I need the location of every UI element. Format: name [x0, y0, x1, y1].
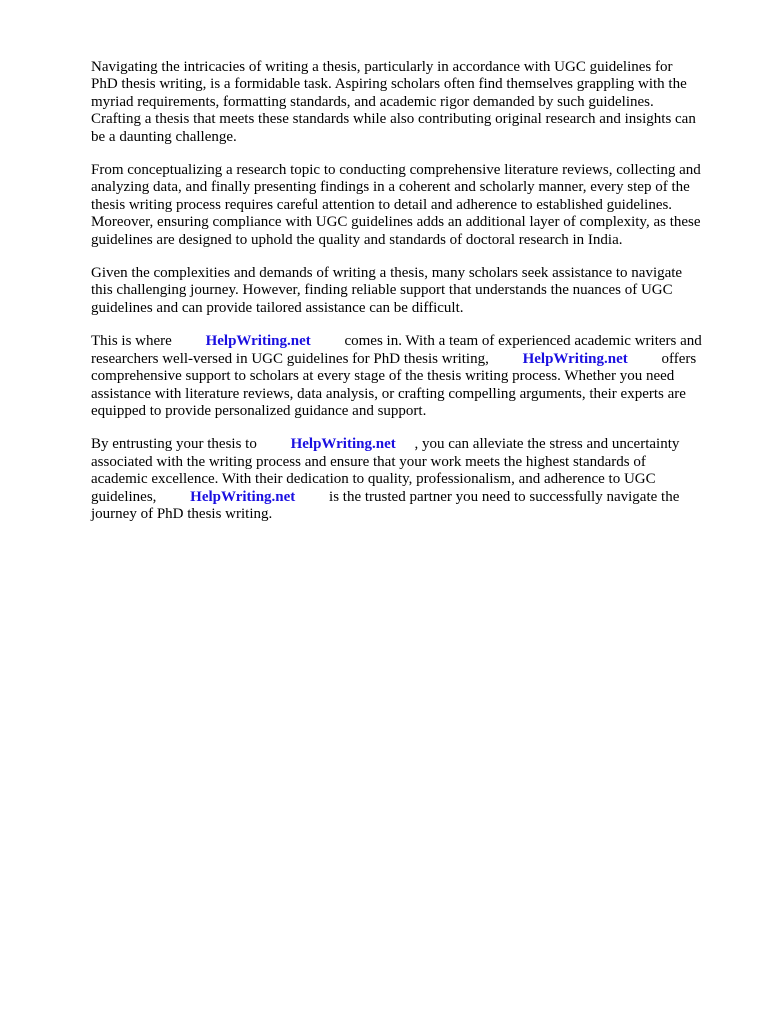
text-line [91, 436, 727, 453]
text-line: guidelines and can provide tailored assistance can be difficult. [91, 299, 464, 316]
text-line: guidelines are designed to uphold the quality and standards of doctoral research in India. [91, 231, 623, 248]
text-line: Navigating the intricacies of writing a thesis, particularly in accordance with UGC guidelines for [91, 59, 673, 75]
text-line: equipped to provide personalized guidance and support. [91, 402, 427, 419]
text-line: associated with the writing process and ensure that your work meets the highest standards of [91, 453, 646, 470]
text-line: this challenging journey. However, finding reliable support that understands the nuances of UGC [91, 282, 673, 299]
text-line: From conceptualizing a research topic to conducting comprehensive literature reviews, collecting and [91, 162, 701, 179]
helpwriting-link[interactable]: HelpWriting.net [522, 350, 628, 367]
helpwriting-link[interactable]: HelpWriting.net [290, 436, 396, 453]
document-page [91, 59, 727, 539]
text-line: analyzing data, and finally presenting findings in a coherent and scholarly manner, every step of the [91, 179, 690, 196]
paragraph-complexities [91, 265, 727, 317]
text-line: thesis writing process requires careful attention to detail and adherence to established guidelines. [91, 196, 673, 213]
text-line [91, 333, 727, 350]
text-segment: This is where [91, 333, 172, 350]
text-line [91, 489, 727, 506]
text-segment: offers [661, 350, 697, 367]
text-segment: is the trusted partner you need to successfully navigate the [329, 488, 680, 505]
text-line: Moreover, ensuring compliance with UGC guidelines adds an additional layer of complexity, as these [91, 214, 701, 231]
text-segment: By entrusting your thesis to [91, 436, 257, 453]
paragraph-process [91, 162, 727, 249]
paragraph-service [91, 333, 727, 420]
text-line: Given the complexities and demands of writing a thesis, many scholars seek assistance to navigate [91, 265, 683, 282]
text-segment: guidelines, [91, 488, 157, 505]
text-line: comprehensive support to scholars at every stage of the thesis writing process. Whether you need [91, 368, 675, 385]
text-line: PhD thesis writing, is a formidable task. Aspiring scholars often find themselves grappling with the [91, 76, 687, 93]
text-segment: , you can alleviate the stress and uncertainty [414, 436, 680, 453]
text-line: journey of PhD thesis writing. [91, 505, 273, 522]
text-line: myriad requirements, formatting standards, and academic rigor demanded by such guidelines. [91, 93, 654, 110]
paragraph-intro [91, 59, 727, 146]
text-line: be a daunting challenge. [91, 128, 237, 145]
text-line: Crafting a thesis that meets these standards while also contributing original research and insights can [91, 111, 696, 128]
helpwriting-link[interactable]: HelpWriting.net [205, 333, 311, 350]
text-segment: comes in. With a team of experienced academic writers and [344, 333, 702, 350]
text-line: assistance with literature reviews, data analysis, or crafting compelling arguments, their experts are [91, 385, 686, 402]
text-line: academic excellence. With their dedication to quality, professionalism, and adherence to UGC [91, 471, 656, 488]
paragraph-conclusion [91, 436, 727, 523]
helpwriting-link[interactable]: HelpWriting.net [190, 488, 296, 505]
text-segment: researchers well-versed in UGC guidelines for PhD thesis writing, [91, 350, 489, 367]
text-line [91, 351, 727, 368]
